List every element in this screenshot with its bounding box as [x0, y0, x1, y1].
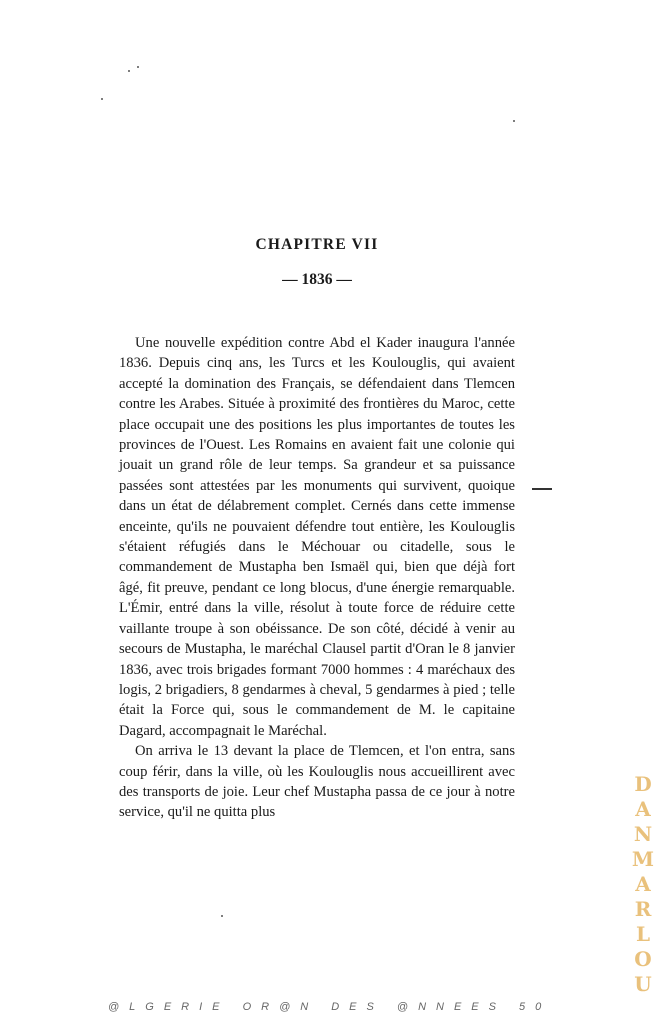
ink-speck — [221, 915, 223, 917]
body-text — [119, 333, 515, 823]
ink-speck — [101, 98, 103, 100]
watermark: DANMARLOU — [631, 772, 655, 997]
chapter-year: — 1836 — — [282, 271, 352, 288]
ink-speck — [513, 120, 515, 122]
ink-speck — [137, 66, 139, 68]
footer-caption: @LGERIE OR@N DES @NNEES 50 — [108, 1001, 552, 1013]
margin-dash — [532, 488, 552, 490]
paragraph: On arriva le 13 devant la place de Tlemcen, et l'on entra, sans coup férir, dans la ville, où les Koulouglis nous accueillirent avec des transports de joie. Leur chef Mustapha passa de ce jour à notre service, qu'il ne quitta plus — [119, 743, 515, 821]
paragraph: Une nouvelle expédition contre Abd el Kader inaugura l'année 1836. Depuis cinq ans, les Turcs et les Koulouglis, qui avaient accepté la domination des Français, se défendaient dans Tlemcen contre les Arabes. Située à proximité des frontières du Maroc, cette place occupait une des positions les plus importantes de toutes les provinces de l'Ouest. Les Romains en avaient fait une colonie qui jouait un grand rôle de leur temps. Sa grandeur et sa puissance passées sont attestées par les monuments qui survivent, quoique dans un état de délabrement complet. Cernés dans cette immense enceinte, qu'ils ne pouvaient défendre tout entière, les Koulouglis s'étaient réfugiés dans le Méchouar ou citadelle, sous le commandement de Mustapha ben Ismaël qui, bien que déjà fort âgé, fit preuve, pendant ce long blocus, d'une énergie remarquable. L'Émir, entré dans la ville, résolut à toute force de réduire cette vaillante troupe à son obéissance. De son côté, décidé à venir au secours de Mustapha, le maréchal Clausel partit d'Oran le 8 janvier 1836, avec trois brigades formant 7000 hommes : 4 maréchaux des logis, 2 brigadiers, 8 gendarmes à cheval, 5 gendarmes à pied ; telle était la Force qui, sous le commandement de M. le capitaine Dagard, accompagnait le Maréchal. — [119, 335, 515, 739]
ink-speck — [128, 70, 130, 72]
chapter-title: CHAPITRE VII — [255, 236, 379, 254]
